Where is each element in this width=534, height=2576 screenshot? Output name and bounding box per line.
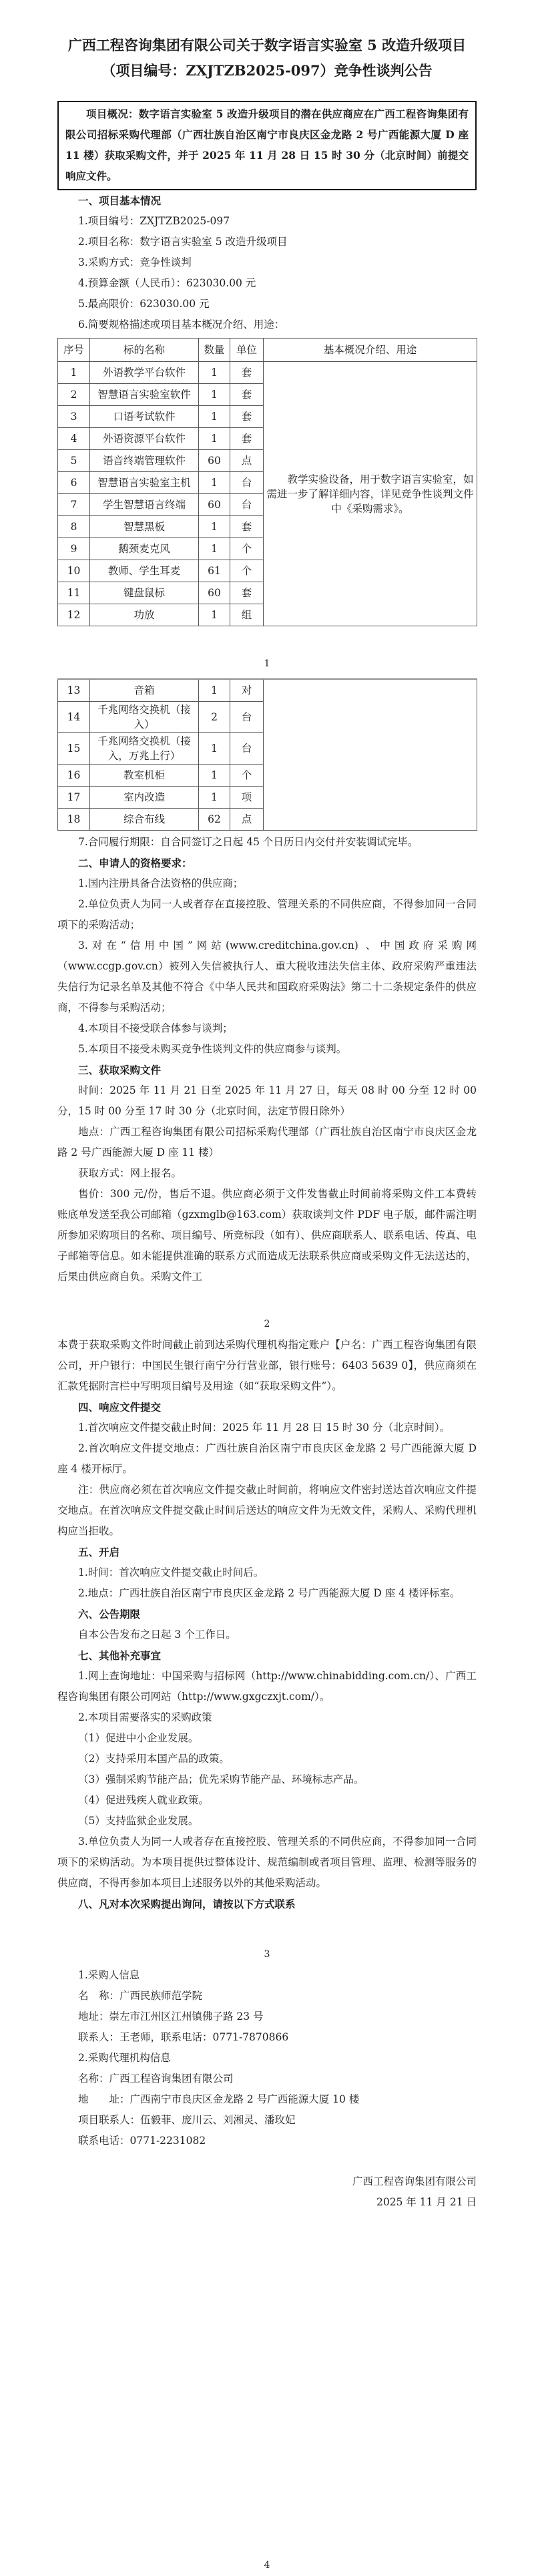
paragraph: 名 称：广西民族师范学院 [78, 1990, 203, 2002]
cell-quantity: 1 [199, 472, 230, 494]
paragraph: （4）促进残疾人就业政策。 [78, 1794, 209, 1806]
cell-serial: 13 [58, 679, 90, 702]
paragraph: 5.最高限价：623030.00 元 [78, 298, 210, 310]
cell-quantity: 1 [199, 538, 230, 560]
cell-serial: 10 [58, 560, 90, 582]
cell-quantity: 60 [199, 582, 230, 604]
page-number-4: 4 [264, 2560, 270, 2571]
signature-block [57, 2171, 477, 2213]
cell-serial: 16 [58, 765, 90, 787]
cell-unit: 套 [230, 384, 264, 406]
cell-quantity: 1 [199, 679, 230, 702]
page-number-3: 3 [264, 1949, 270, 1960]
paragraph: 7.合同履行期限：自合同签订之日起 45 个日历日内交付并安装调试完毕。 [78, 836, 419, 848]
cell-item-name: 千兆网络交换机（接入，万兆上行） [90, 733, 199, 765]
header-quantity: 数量 [199, 339, 230, 362]
paragraph: （2）支持采用本国产品的政策。 [78, 1753, 230, 1765]
title-line-1: 广西工程咨询集团有限公司关于数字语言实验室 5 改造升级项目 [67, 37, 467, 53]
cell-item-name: 音箱 [90, 679, 199, 702]
cell-unit: 套 [230, 582, 264, 604]
paragraph: 1.国内注册具备合法资格的供应商； [78, 877, 244, 889]
paragraph: 三、获取采购文件 [78, 1064, 162, 1076]
merged-note-text: 教学实验设备，用于数字语言实验室，如需进一步了解详细内容，详见竞争性谈判文件中《采购需求》。 [266, 473, 474, 515]
cell-quantity: 1 [199, 384, 230, 406]
cell-serial: 6 [58, 472, 90, 494]
paragraph: 5.本项目不接受未购买竞争性谈判文件的供应商参与谈判。 [78, 1043, 347, 1055]
cell-unit: 套 [230, 406, 264, 428]
items-table-part2 [57, 678, 477, 831]
cell-quantity: 60 [199, 450, 230, 472]
signature-date: 2025 年 11 月 21 日 [376, 2196, 477, 2208]
paragraph: 自本公告发布之日起 3 个工作日。 [78, 1629, 236, 1641]
paragraph: （3）强制采购节能产品；优先采购节能产品、环境标志产品。 [78, 1773, 364, 1785]
cell-serial: 4 [58, 428, 90, 450]
cell-serial: 18 [58, 809, 90, 831]
paragraph: 2.单位负责人为同一人或者存在直接控股、管理关系的不同供应商，不得参加同一合同项下的采购活动； [57, 898, 477, 931]
cell-quantity: 2 [199, 702, 230, 733]
cell-serial: 5 [58, 450, 90, 472]
cell-item-name: 教室机柜 [90, 765, 199, 787]
paragraph: 四、响应文件提交 [78, 1401, 162, 1414]
cell-quantity: 62 [199, 809, 230, 831]
project-overview-text: 项目概况：数字语言实验室 5 改造升级项目的潜在供应商应在广西工程咨询集团有限公司招标采购代理部（广西壮族自治区南宁市良庆区金龙路 2 号广西能源大厦 D 座 11 楼）获取采购文件，并于 2025 年 11 月 28 日 15 时 30 分（北京时间）前提交响应文件。 [65, 108, 469, 182]
cell-quantity: 61 [199, 560, 230, 582]
paragraph: 2.首次响应文件提交地点：广西壮族自治区南宁市良庆区金龙路 2 号广西能源大厦 D 座 4 楼开标厅。 [57, 1442, 477, 1475]
paragraph: 1.网上查询地址：中国采购与招标网（http://www.chinabidding.com.cn/）、广西工程咨询集团有限公司网站（http://www.gxgczxjt.com/）。 [57, 1670, 477, 1703]
cell-item-name: 语音终端管理软件 [90, 450, 199, 472]
document-title [57, 33, 477, 83]
paragraph: 1.采购人信息 [78, 1969, 140, 1981]
cell-unit: 套 [230, 516, 264, 538]
cell-quantity: 1 [199, 604, 230, 626]
cell-quantity: 1 [199, 428, 230, 450]
paragraph: 时间：2025 年 11 月 21 日至 2025 年 11 月 27 日，每天 08 时 00 分至 12 时 00 分，15 时 00 分至 17 时 30 分（北京时间，法定节假日除外） [57, 1084, 477, 1117]
cell-item-name: 智慧语言实验室主机 [90, 472, 199, 494]
section-after-table [57, 832, 477, 1287]
cell-serial: 1 [58, 362, 90, 384]
paragraph: 2.项目名称：数字语言实验室 5 改造升级项目 [78, 236, 288, 248]
cell-unit: 个 [230, 538, 264, 560]
cell-item-name: 室内改造 [90, 787, 199, 809]
paragraph: 地 址：广西南宁市良庆区金龙路 2 号广西能源大厦 10 楼 [78, 2093, 360, 2105]
signature-company: 广西工程咨询集团有限公司 [352, 2175, 477, 2187]
paragraph: 联系电话：0771-2231082 [78, 2135, 206, 2147]
paragraph: 2.采购代理机构信息 [78, 2052, 171, 2064]
cell-serial: 2 [58, 384, 90, 406]
cell-serial: 17 [58, 787, 90, 809]
paragraph: 七、其他补充事宜 [78, 1649, 162, 1662]
cell-item-name: 鹅颈麦克风 [90, 538, 199, 560]
items-table-part1 [57, 338, 477, 626]
cell-quantity: 1 [199, 765, 230, 787]
cell-item-name: 外语教学平台软件 [90, 362, 199, 384]
cell-unit: 套 [230, 428, 264, 450]
cell-quantity: 60 [199, 494, 230, 516]
paragraph: 4.预算金额（人民币）：623030.00 元 [78, 277, 256, 289]
paragraph: （1）促进中小企业发展。 [78, 1732, 199, 1744]
paragraph: 本费于获取采购文件时间截止前到达采购代理机构指定账户【户名：广西工程咨询集团有限公司，开户银行：中国民生银行南宁分行营业部，银行账号：6403 5639 0】，供应商须在汇款凭据附言栏中写明项目编号及用途（如“获取采购文件”）。 [57, 1339, 477, 1392]
cell-serial: 12 [58, 604, 90, 626]
paragraph: 获取方式：网上报名。 [78, 1167, 182, 1179]
paragraph: 1.时间：首次响应文件提交截止时间后。 [78, 1566, 264, 1578]
paragraph: （5）支持监狱企业发展。 [78, 1815, 199, 1827]
table-header-row [58, 339, 477, 362]
merged-note-cell [264, 362, 477, 626]
cell-serial: 7 [58, 494, 90, 516]
cell-unit: 台 [230, 472, 264, 494]
cell-unit: 个 [230, 560, 264, 582]
cell-unit: 点 [230, 450, 264, 472]
page-number-1: 1 [264, 658, 270, 669]
paragraph: 3.单位负责人为同一人或者存在直接控股、管理关系的不同供应商，不得参加同一合同项下的采购活动。为本项目提供过整体设计、规范编制或者项目管理、监理、检测等服务的供应商，不得再参加本项目上述服务以外的其他采购活动。 [57, 1836, 477, 1889]
cell-serial: 15 [58, 733, 90, 765]
cell-quantity: 1 [199, 406, 230, 428]
paragraph: 地点：广西工程咨询集团有限公司招标采购代理部（广西壮族自治区南宁市良庆区金龙路 2 号广西能源大厦 D 座 11 楼） [57, 1126, 477, 1158]
cell-quantity: 1 [199, 787, 230, 809]
header-serial: 序号 [58, 339, 90, 362]
header-item-name: 标的名称 [90, 339, 199, 362]
cell-item-name: 功放 [90, 604, 199, 626]
cell-unit: 台 [230, 702, 264, 733]
paragraph: 名称：广西工程咨询集团有限公司 [78, 2073, 234, 2085]
cell-unit: 对 [230, 679, 264, 702]
paragraph: 注：供应商必须在首次响应文件提交截止时间前，将响应文件密封送达首次响应文件提交地点。在首次响应文件提交截止时间后送达的响应文件为无效文件，采购人、采购代理机构应当拒收。 [57, 1484, 477, 1537]
project-overview-box [57, 101, 477, 190]
cell-unit: 组 [230, 604, 264, 626]
section-contacts [57, 1965, 477, 2151]
paragraph: 八、凡对本次采购提出询问，请按以下方式联系 [78, 1898, 296, 1910]
section-page3 [57, 1335, 477, 1914]
cell-serial: 9 [58, 538, 90, 560]
cell-unit: 台 [230, 733, 264, 765]
paragraph: 2.地点：广西壮族自治区南宁市良庆区金龙路 2 号广西能源大厦 D 座 4 楼评标室。 [78, 1587, 461, 1599]
paragraph: 售价：300 元/份，售后不退。供应商必须于文件发售截止时间前将采购文件工本费转账底单发送至我公司邮箱（gzxmglb@163.com）获取谈判文件 PDF 电子版，邮件需注明所参加采购项目的名称、项目编号、所竞标段（如有）、供应商联系人、联系电话、传真、电子邮箱等信息。如未能提供准确的联系方式而造成无法联系供应商或采购文件无法送达的，后果由供应商自负。采购文件工 [57, 1188, 477, 1283]
paragraph: 六、公告期限 [78, 1608, 141, 1621]
cell-item-name: 教师、学生耳麦 [90, 560, 199, 582]
paragraph: 联系人：王老师，联系电话：0771-7870866 [78, 2031, 289, 2043]
cell-item-name: 口语考试软件 [90, 406, 199, 428]
cell-item-name: 键盘鼠标 [90, 582, 199, 604]
paragraph: 项目联系人：伍毅菲、庞川云、刘湘灵、潘玫妃 [78, 2114, 296, 2126]
cell-item-name: 外语资源平台软件 [90, 428, 199, 450]
cell-unit: 项 [230, 787, 264, 809]
cell-serial: 3 [58, 406, 90, 428]
paragraph: 1.项目编号：ZXJTZB2025-097 [78, 215, 230, 227]
cell-serial: 11 [58, 582, 90, 604]
header-unit: 单位 [230, 339, 264, 362]
paragraph: 1.首次响应文件提交截止时间：2025 年 11 月 28 日 15 时 30 分（北京时间）。 [78, 1422, 451, 1434]
cell-serial: 8 [58, 516, 90, 538]
cell-quantity: 1 [199, 516, 230, 538]
cell-quantity: 1 [199, 733, 230, 765]
paragraph: 4.本项目不接受联合体参与谈判； [78, 1022, 233, 1034]
paragraph: 二、申请人的资格要求： [78, 857, 192, 869]
cell-item-name: 智慧语言实验室软件 [90, 384, 199, 406]
paragraph: 地址：崇左市江州区江州镇佛子路 23 号 [78, 2010, 264, 2022]
page-number-2: 2 [264, 1319, 270, 1329]
paragraph: 3.采购方式：竞争性谈判 [78, 256, 192, 268]
paragraph: 一、项目基本情况 [78, 194, 162, 207]
cell-item-name: 千兆网络交换机（接入） [90, 702, 199, 733]
cell-unit: 个 [230, 765, 264, 787]
cell-item-name: 智慧黑板 [90, 516, 199, 538]
title-line-2: （项目编号：ZXJTZB2025-097）竞争性谈判公告 [101, 62, 433, 79]
cell-item-name: 综合布线 [90, 809, 199, 831]
cell-item-name: 学生智慧语言终端 [90, 494, 199, 516]
paragraph: 五、开启 [78, 1546, 120, 1558]
table-row [58, 362, 477, 384]
paragraph: 6.简要规格描述或项目基本概况介绍、用途： [78, 318, 285, 331]
paragraph: 2.本项目需要落实的采购政策 [78, 1711, 212, 1723]
header-description: 基本概况介绍、用途 [264, 339, 477, 362]
cell-unit: 点 [230, 809, 264, 831]
cell-unit: 套 [230, 362, 264, 384]
section-basic-info [57, 190, 477, 335]
cell-serial: 14 [58, 702, 90, 733]
merged-note-cell-empty [264, 679, 477, 831]
cell-unit: 台 [230, 494, 264, 516]
cell-quantity: 1 [199, 362, 230, 384]
paragraph: 3.对在“信用中国”网站(www.creditchina.gov.cn) 、中国政府采购网（www.ccgp.gov.cn）被列入失信被执行人、重大税收违法失信主体、政府采购严重违法失信行为记录名单及其他不符合《中华人民共和国政府采购法》第二十二条规定条件的供应商，不得参与采购活动； [57, 939, 477, 1014]
table-row [58, 679, 477, 702]
